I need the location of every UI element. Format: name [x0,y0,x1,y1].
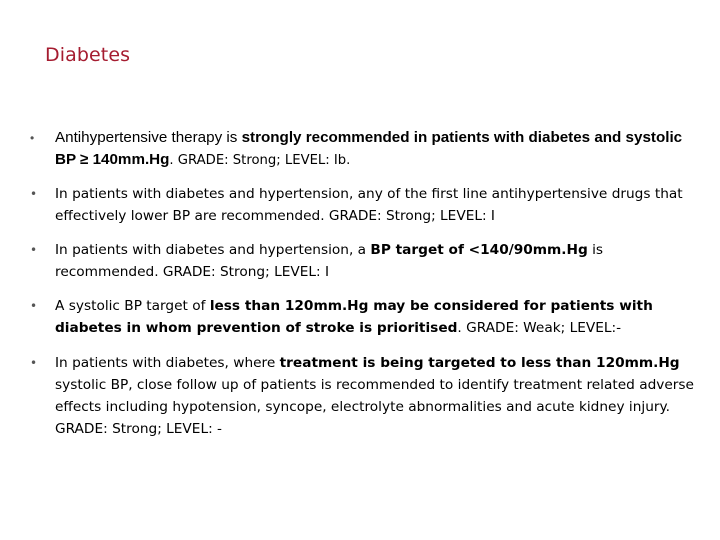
bullet-text: A systolic BP target of [55,298,210,314]
bullet-bold-text: treatment is being targeted to less than 120mm.Hg [279,355,680,371]
bullet-bold-text: strongly recommended in patients with diabetes and systolic BP ≥ 140mm.Hg [55,129,683,168]
bullet-item [30,239,695,283]
bullet-bold-text: BP target of <140/90mm.Hg [370,242,588,258]
slide-title: Diabetes [45,44,131,66]
bullet-text: systolic BP, close follow up of patients is recommended to identify treatment related adverse effects including hypotension, syncope, electrolyte abnormalities and acute kidney injury. GRADE: Strong; LEVEL: - [55,377,694,437]
bullet-item [30,183,695,227]
bullet-marker: • [30,131,35,145]
bullet-item [30,352,695,440]
bullet-text: Antihypertensive therapy is [55,129,242,146]
bullet-item [30,127,695,172]
bullet-bold-text: less than 120mm.Hg may be considered for patients with diabetes in whom prevention of stroke is prioritised [55,298,653,336]
bullet-text: is recommended. GRADE: Strong; LEVEL: I [55,242,604,280]
bullet-grade-text: . GRADE: Strong; LEVEL: Ib. [169,153,351,168]
bullet-text: . GRADE: Weak; LEVEL:- [457,320,622,336]
bullet-marker: • [30,356,38,370]
bullet-marker: • [30,243,38,257]
bullet-marker: • [30,299,38,313]
bullet-text: In patients with diabetes and hypertension, a [55,242,371,258]
bullet-item [30,295,695,339]
bullet-text: In patients with diabetes, where [55,355,280,371]
bullet-text: In patients with diabetes and hypertension, any of the first line antihypertensive drugs that effectively lower BP are recommended. GRADE: Strong; LEVEL: I [55,186,683,224]
bullet-list [30,127,695,440]
bullet-marker: • [30,187,38,201]
